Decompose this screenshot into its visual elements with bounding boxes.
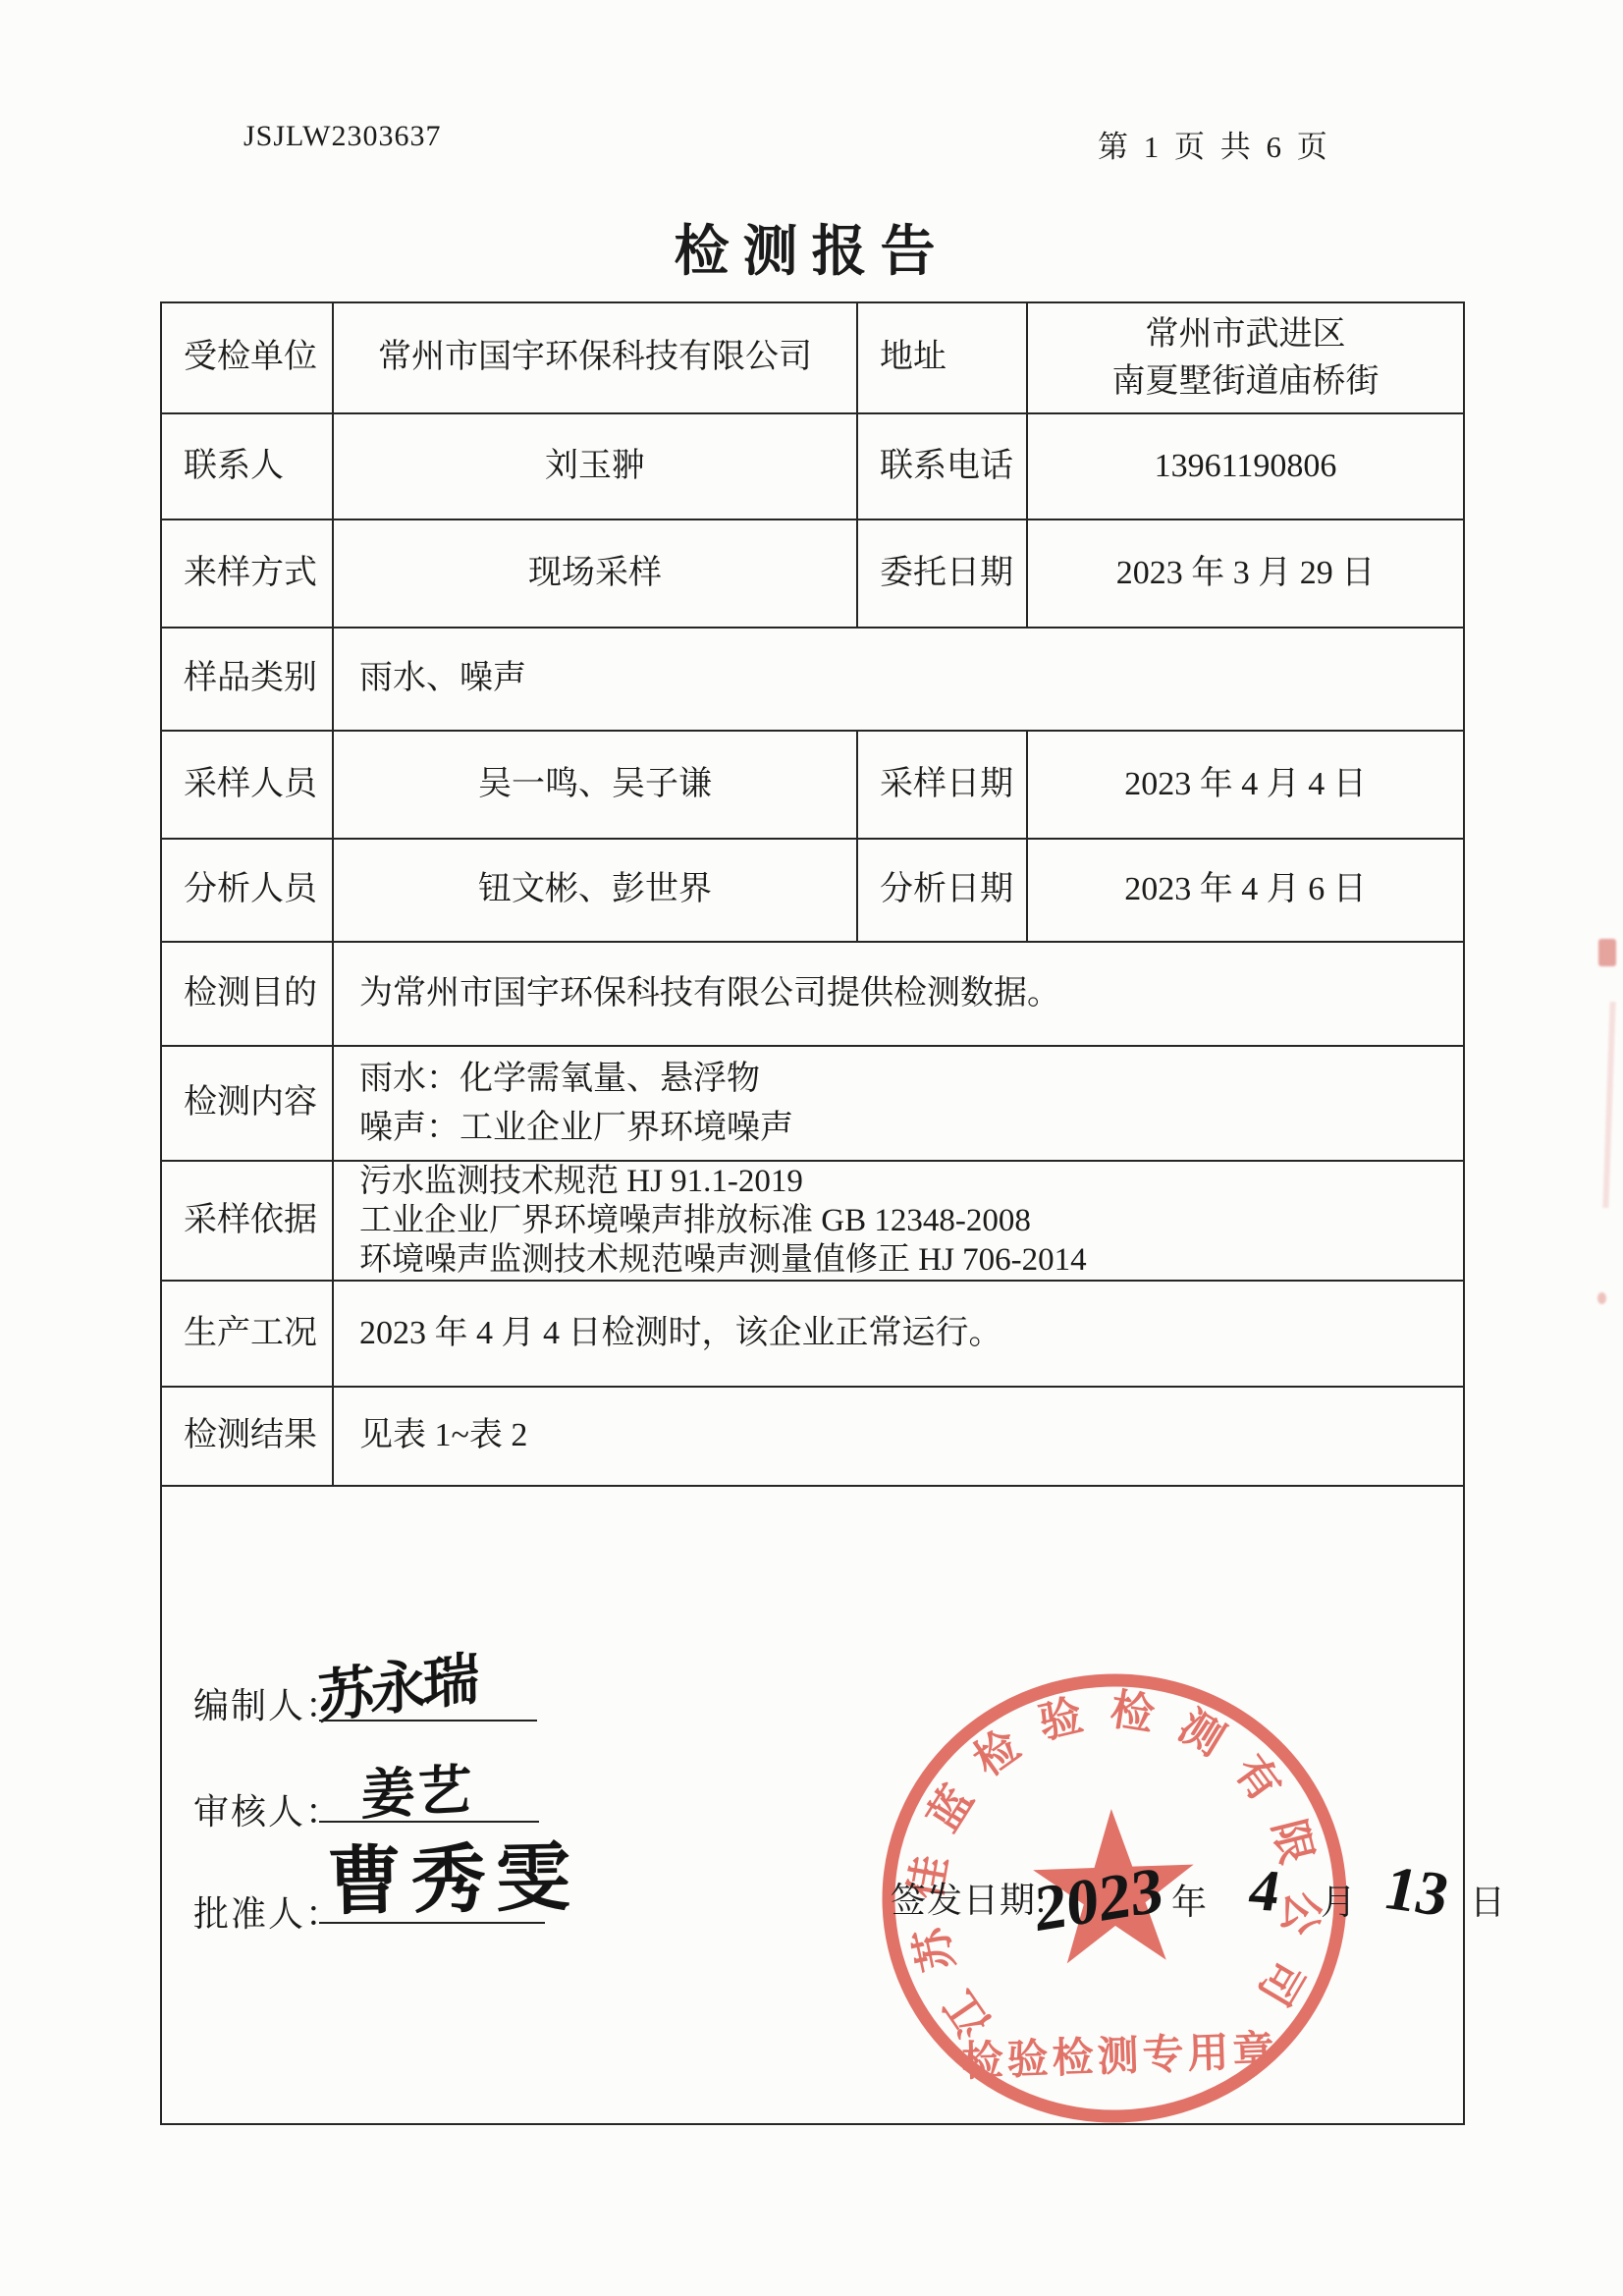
analysis-staff-value: 钮文彬、彭世界 [333, 839, 857, 942]
row-signatures [161, 1486, 1464, 2124]
page-indicator: 第 1 页 共 6 页 [1098, 130, 1331, 164]
sampling-date-value: 2023 年 4 月 4 日 [1027, 731, 1464, 839]
sampling-date-label: 采样日期 [857, 731, 1027, 839]
inspected-unit-label: 受检单位 [161, 302, 333, 413]
address-line2: 南夏墅街道庙桥街 [1111, 362, 1380, 400]
red-ink-dot [1597, 1292, 1606, 1304]
sampling-staff-label: 采样人员 [161, 731, 333, 839]
approver-signature: 曹秀雯 [326, 1836, 581, 1925]
address-value [1027, 302, 1464, 413]
issue-day-handwritten: 13 [1378, 1852, 1456, 1930]
content-value [333, 1046, 1464, 1161]
row-sampling-staff [161, 731, 1464, 839]
report-code: JSJLW2303637 [243, 120, 442, 152]
red-ink-smudge [1598, 939, 1616, 966]
preparer-signature-line [319, 1720, 537, 1722]
reviewer-signature: 姜艺 [360, 1759, 474, 1827]
commission-date-label: 委托日期 [857, 519, 1027, 628]
red-ink-streak [1602, 1002, 1615, 1208]
commission-date-value: 2023 年 3 月 29 日 [1027, 519, 1464, 628]
basis-value [333, 1161, 1464, 1281]
row-inspected-unit [161, 302, 1464, 413]
sampling-staff-value: 吴一鸣、吴子谦 [333, 731, 857, 839]
sample-category-label: 样品类别 [161, 628, 333, 731]
row-result [161, 1387, 1464, 1486]
content-label: 检测内容 [161, 1046, 333, 1161]
purpose-value: 为常州市国宇环保科技有限公司提供检测数据。 [333, 942, 1464, 1046]
basis-line2: 工业企业厂界环境噪声排放标准 GB 12348-2008 [359, 1203, 1031, 1238]
reviewer-signature-line [319, 1821, 539, 1823]
contact-label: 联系人 [161, 413, 333, 519]
reviewer-label: 审核人： [193, 1792, 344, 1831]
address-label: 地址 [857, 302, 1027, 413]
issue-month-handwritten: 4 [1244, 1857, 1285, 1924]
basis-line1: 污水监测技术规范 HJ 91.1-2019 [359, 1164, 803, 1199]
basis-line3: 环境噪声监测技术规范噪声测量值修正 HJ 706-2014 [359, 1242, 1087, 1278]
stamp-bottom-text: 检验检测专用章 [960, 2029, 1279, 2086]
production-label: 生产工况 [161, 1281, 333, 1387]
inspected-unit-value: 常州市国宇环保科技有限公司 [333, 302, 857, 413]
row-contact [161, 413, 1464, 519]
issue-date-label: 签发日期: [891, 1881, 1048, 1920]
row-basis [161, 1161, 1464, 1281]
phone-value: 13961190806 [1027, 413, 1464, 519]
approver-signature-line [319, 1922, 545, 1924]
address-line1: 常州市武进区 [1145, 315, 1346, 353]
signature-area [162, 1487, 1506, 2123]
stamp-company-name: 江苏佳蓝检验检测有限公司 [901, 1685, 1327, 2046]
contact-value: 刘玉翀 [333, 413, 857, 519]
row-sample-category [161, 628, 1464, 731]
report-table [160, 301, 1506, 2125]
analysis-staff-label: 分析人员 [161, 839, 333, 942]
issue-year-handwritten: 2023 [1034, 1853, 1163, 1946]
issue-month-unit: 月 [1321, 1883, 1357, 1922]
basis-label: 采样依据 [161, 1161, 333, 1281]
preparer-label: 编制人： [193, 1686, 344, 1725]
sampling-method-label: 来样方式 [161, 519, 333, 628]
purpose-label: 检测目的 [161, 942, 333, 1046]
analysis-date-value: 2023 年 4 月 6 日 [1027, 839, 1464, 942]
preparer-signature: 苏永瑞 [317, 1646, 476, 1731]
row-purpose [161, 942, 1464, 1046]
result-value: 见表 1~表 2 [333, 1387, 1464, 1486]
page-title: 检测报告 [674, 222, 949, 283]
issue-year-unit: 年 [1171, 1883, 1208, 1922]
row-sampling-method [161, 519, 1464, 628]
content-line2: 噪声：工业企业厂界环境噪声 [359, 1109, 793, 1146]
sampling-method-value: 现场采样 [333, 519, 857, 628]
row-content [161, 1046, 1464, 1161]
production-value: 2023 年 4 月 4 日检测时，该企业正常运行。 [333, 1281, 1464, 1387]
sample-category-value: 雨水、噪声 [333, 628, 1464, 731]
analysis-date-label: 分析日期 [857, 839, 1027, 942]
approver-label: 批准人： [193, 1894, 344, 1934]
phone-label: 联系电话 [857, 413, 1027, 519]
result-label: 检测结果 [161, 1387, 333, 1486]
row-analysis-staff [161, 839, 1464, 942]
issue-day-unit: 日 [1470, 1883, 1506, 1922]
content-line1: 雨水：化学需氧量、悬浮物 [359, 1060, 760, 1097]
row-production [161, 1281, 1464, 1387]
